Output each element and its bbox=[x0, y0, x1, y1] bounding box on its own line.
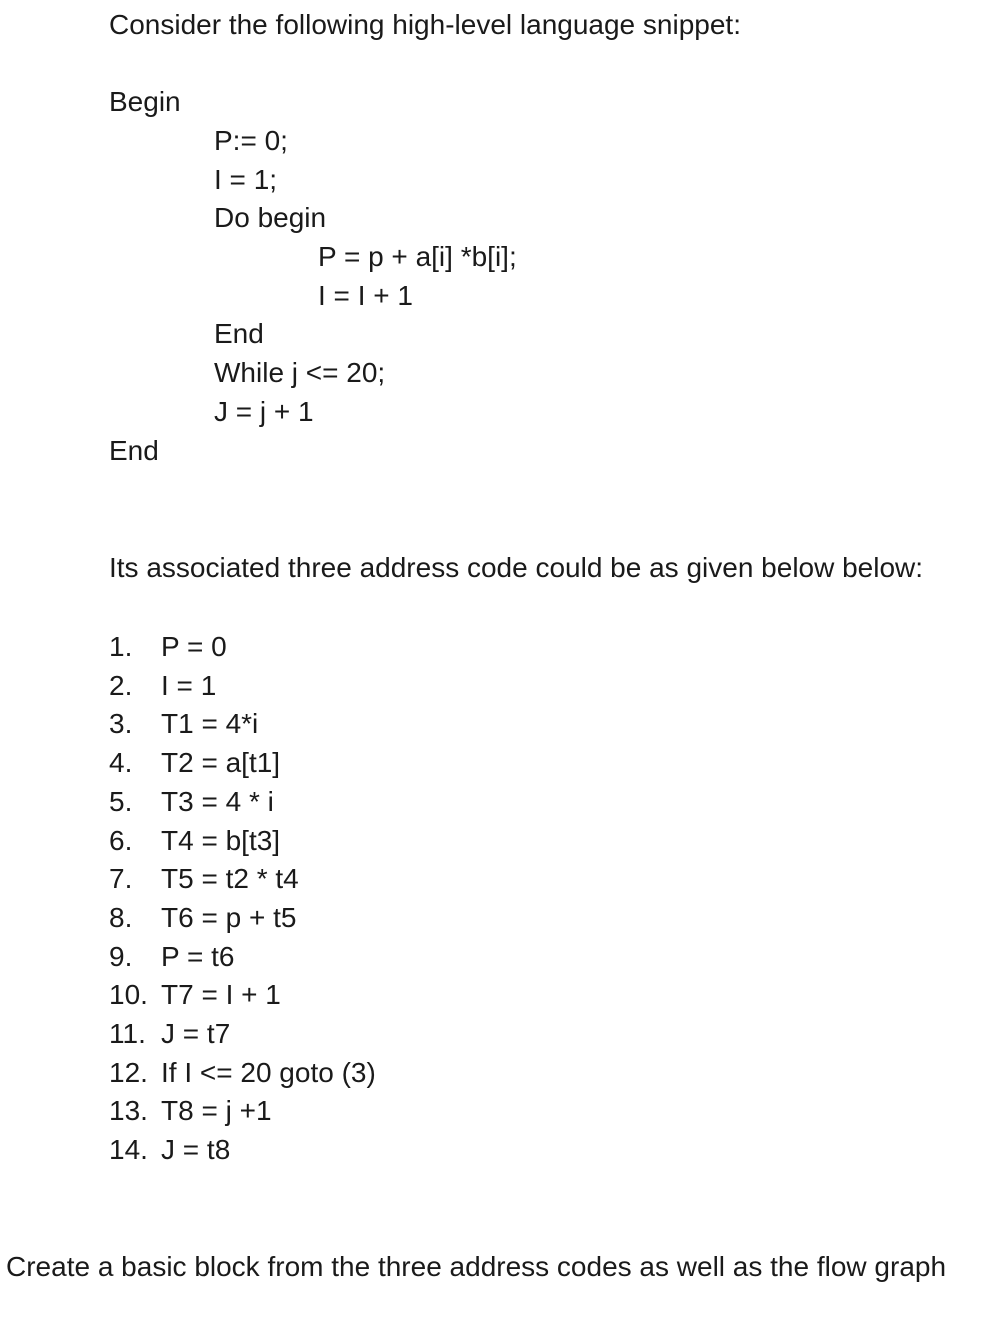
tac-line-code: T1 = 4*i bbox=[161, 708, 259, 739]
tac-line bbox=[109, 940, 234, 974]
snippet-inner-end: End bbox=[214, 318, 264, 349]
tac-line bbox=[109, 1133, 230, 1167]
tac-line bbox=[109, 785, 274, 819]
tac-line-code: T5 = t2 * t4 bbox=[161, 863, 299, 894]
snippet-while: While j <= 20; bbox=[214, 357, 386, 388]
tac-line bbox=[109, 1056, 376, 1090]
snippet-i-update: I = I + 1 bbox=[318, 280, 413, 311]
tac-line-code: J = t7 bbox=[161, 1018, 231, 1049]
tac-line-number: 12. bbox=[109, 1057, 148, 1088]
tac-line-code: I = 1 bbox=[161, 670, 217, 701]
snippet-i-init: I = 1; bbox=[214, 164, 278, 195]
tac-line-number: 7. bbox=[109, 863, 133, 894]
tac-line-code: T4 = b[t3] bbox=[161, 825, 281, 856]
snippet-j-update: J = j + 1 bbox=[214, 396, 314, 427]
snippet-begin: Begin bbox=[109, 86, 181, 117]
tac-line bbox=[109, 824, 280, 858]
tac-line-number: 10. bbox=[109, 979, 148, 1010]
snippet-p-init: P:= 0; bbox=[214, 125, 288, 156]
tac-line bbox=[109, 746, 280, 780]
tac-line-number: 5. bbox=[109, 786, 133, 817]
tac-line-code: T6 = p + t5 bbox=[161, 902, 297, 933]
tac-line bbox=[109, 707, 258, 741]
tac-line-number: 13. bbox=[109, 1095, 148, 1126]
tac-line bbox=[109, 669, 216, 703]
tac-intro-text: Its associated three address code could be as given below below: bbox=[109, 552, 924, 583]
tac-line bbox=[109, 901, 296, 935]
tac-line-number: 4. bbox=[109, 747, 133, 778]
tac-line-number: 6. bbox=[109, 825, 133, 856]
tac-line bbox=[109, 1094, 272, 1128]
tac-line-number: 14. bbox=[109, 1134, 148, 1165]
tac-line-number: 2. bbox=[109, 670, 133, 701]
snippet-do-begin: Do begin bbox=[214, 202, 327, 233]
tac-line bbox=[109, 1017, 230, 1051]
tac-line-code: T2 = a[t1] bbox=[161, 747, 281, 778]
tac-line bbox=[109, 630, 227, 664]
tac-line bbox=[109, 978, 281, 1012]
tac-line-number: 1. bbox=[109, 631, 133, 662]
tac-line-code: T7 = I + 1 bbox=[161, 979, 281, 1010]
tac-line-number: 9. bbox=[109, 941, 133, 972]
tac-line-number: 3. bbox=[109, 708, 133, 739]
tac-line-number: 8. bbox=[109, 902, 133, 933]
tac-line-code: P = t6 bbox=[161, 941, 235, 972]
tac-line-number: 11. bbox=[109, 1018, 146, 1049]
tac-line-code: T3 = 4 * i bbox=[161, 786, 274, 817]
tac-line-code: P = 0 bbox=[161, 631, 227, 662]
tac-line bbox=[109, 862, 299, 896]
intro-text: Consider the following high-level language snippet: bbox=[109, 9, 741, 40]
question-text: Create a basic block from the three address codes as well as the flow graph bbox=[6, 1251, 947, 1282]
tac-line-code: T8 = j +1 bbox=[161, 1095, 272, 1126]
tac-line-code: J = t8 bbox=[161, 1134, 231, 1165]
snippet-p-update: P = p + a[i] *b[i]; bbox=[318, 241, 517, 272]
snippet-outer-end: End bbox=[109, 435, 159, 466]
tac-line-code: If I <= 20 goto (3) bbox=[161, 1057, 376, 1088]
